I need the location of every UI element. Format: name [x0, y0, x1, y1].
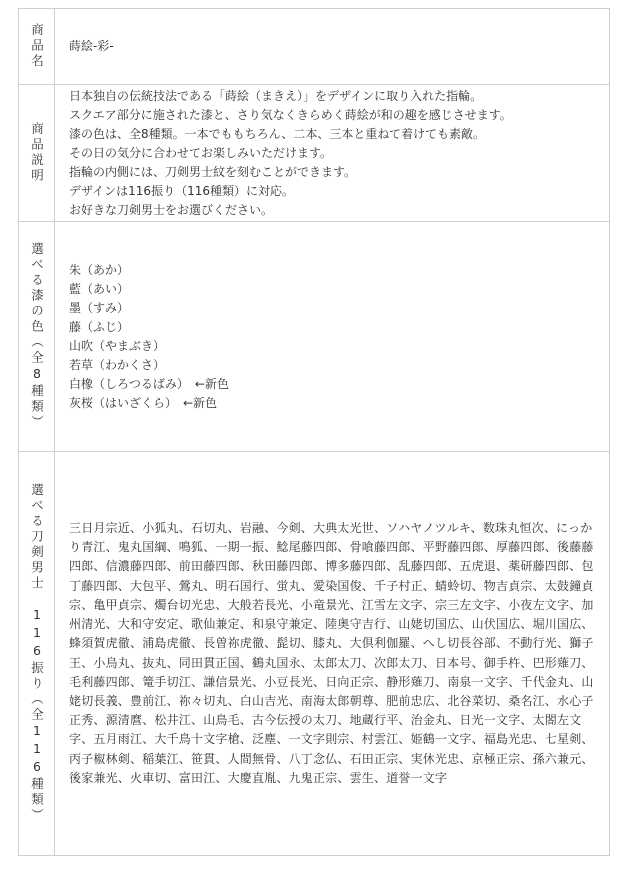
description-line: デザインは116振り（116種類）に対応。	[69, 183, 294, 198]
description-line: 指輪の内側には、刀剣男士紋を刻むことができます。	[69, 164, 357, 179]
description-line: 漆の色は、全8種類。一本でももちろん、二本、三本と重ねて着けても素敵。	[69, 126, 486, 141]
table-row-product-name	[19, 9, 609, 85]
product-name: 蒔絵-彩-	[69, 39, 114, 53]
row-label	[19, 452, 55, 855]
table-row-swords	[19, 452, 609, 855]
color-option: 若草（わかくさ）	[69, 357, 166, 372]
row-label-text: 商品説明	[29, 122, 45, 184]
row-content	[69, 9, 601, 84]
row-content	[69, 222, 601, 451]
description-line: 日本独自の伝統技法である「蒔絵（まきえ）」をデザインに取り入れた指輪。	[69, 88, 483, 103]
row-label	[19, 222, 55, 451]
table-row-lacquer-colors	[19, 222, 609, 452]
color-option: 墨（すみ）	[69, 300, 130, 315]
color-option: 白橡（しろつるばみ） ←新色	[69, 376, 229, 391]
row-content	[69, 452, 601, 855]
color-option: 山吹（やまぶき）	[69, 338, 166, 353]
row-label-text: 選べる刀剣男士 116振り（全116種類）	[29, 483, 45, 824]
table-row-description	[19, 85, 609, 222]
row-label-text: 選べる漆の色（全8種類）	[29, 242, 45, 431]
description-line: お好きな刀剣男士をお選びください。	[69, 202, 274, 217]
row-content	[69, 85, 601, 221]
row-label	[19, 85, 55, 221]
color-option: 藤（ふじ）	[69, 319, 130, 334]
row-label-text: 商品名	[29, 23, 45, 70]
row-label	[19, 9, 55, 84]
product-table	[18, 8, 610, 856]
color-option: 朱（あか）	[69, 262, 130, 277]
color-option: 灰桜（はいざくら） ←新色	[69, 395, 218, 410]
color-option: 藍（あい）	[69, 281, 130, 296]
description-line: その日の気分に合わせてお楽しみいただけます。	[69, 145, 333, 160]
sword-list: 三日月宗近、小狐丸、石切丸、岩融、今剣、大典太光世、ソハヤノツルキ、数珠丸恒次、にっかり青江、鬼丸国綱、鳴狐、一期一振、鯰尾藤四郎、骨喰藤四郎、平野藤四郎、厚藤四郎、後藤藤四郎、信濃藤四郎、前田藤四郎、秋田藤四郎、博多藤四郎、乱藤四郎、五虎退、薬研藤四郎、包丁藤四郎、大包平、鶯丸、明石国行、蛍丸、愛染国俊、千子村正、蜻蛉切、物吉貞宗、太鼓鐘貞宗、亀甲貞宗、燭台切光忠、大般若長光、小竜景光、江雪左文字、宗三左文字、小夜左文字、加州清光、大和守安定、歌仙兼定、和泉守兼定、陸奥守吉行、山姥切国広、山伏国広、堀川国広、蜂須賀虎徹、浦島虎徹、長曽祢虎徹、髭切、膝丸、大倶利伽羅、へし切長谷部、不動行光、獅子王、小烏丸、抜丸、同田貫正国、鶴丸国永、太郎太刀、次郎太刀、日本号、御手杵、巴形薙刀、毛利藤四郎、篭手切江、謙信景光、小豆長光、日向正宗、静形薙刀、南泉一文字、千代金丸、山姥切長義、豊前江、祢々切丸、白山吉光、南海太郎朝尊、肥前忠広、北谷菜切、桑名江、水心子正秀、源清麿、松井江、山鳥毛、古今伝授の太刀、地蔵行平、治金丸、日光一文字、太閤左文字、五月雨江、大千鳥十文字槍、泛塵、一文字則宗、村雲江、姫鶴一文字、福島光忠、七星剣、丙子椒林剣、稲葉江、笹貫、人間無骨、八丁念仏、石田正宗、実休光忠、京極正宗、孫六兼元、後家兼光、火車切、富田江、大慶直胤、九鬼正宗、雲生、道誉一文字	[69, 521, 594, 785]
description-line: スクエア部分に施された漆と、さり気なくきらめく蒔絵が和の趣を感じさせます。	[69, 107, 512, 122]
